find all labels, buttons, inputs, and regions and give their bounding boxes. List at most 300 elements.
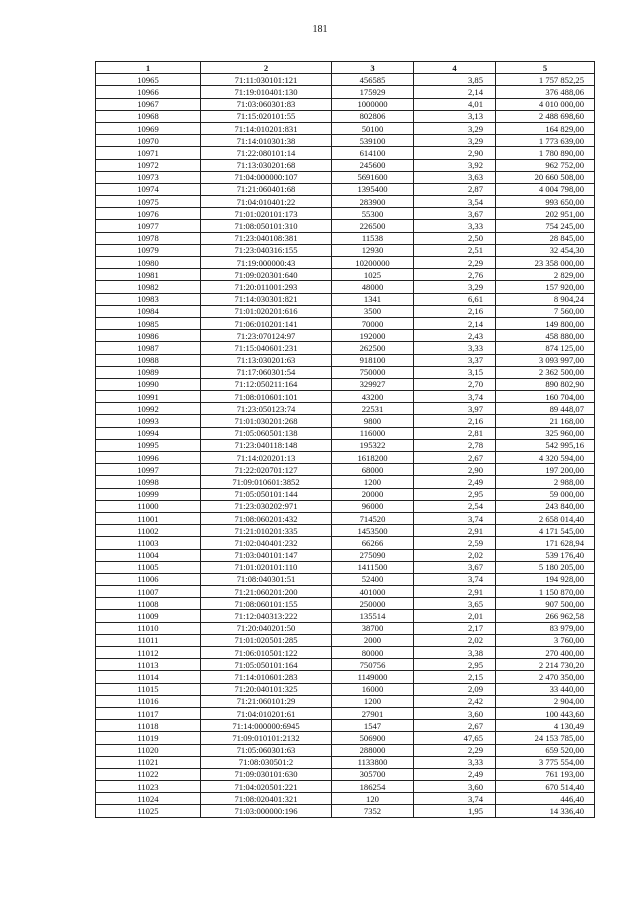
cost-value-cell: 874 125,00 (496, 342, 595, 354)
table-row (96, 293, 595, 305)
table-row (96, 208, 595, 220)
row-number-cell: 10988 (96, 354, 201, 366)
cost-value-cell: 2 904,00 (496, 695, 595, 707)
area-value-cell: 1200 (332, 476, 414, 488)
cost-value-cell: 962 752,00 (496, 159, 595, 171)
cost-value-cell: 2 488 698,60 (496, 110, 595, 122)
row-number-cell: 11022 (96, 768, 201, 780)
area-value-cell: 329927 (332, 378, 414, 390)
cadastral-number-cell: 71:08:060101:155 (201, 598, 332, 610)
area-value-cell: 226500 (332, 220, 414, 232)
row-number-cell: 11021 (96, 756, 201, 768)
table-row (96, 439, 595, 451)
cost-value-cell: 164 829,00 (496, 122, 595, 134)
area-value-cell: 22531 (332, 403, 414, 415)
cadastral-number-cell: 71:14:000000:6945 (201, 720, 332, 732)
rate-value-cell: 3,74 (414, 573, 496, 585)
cost-value-cell: 197 200,00 (496, 464, 595, 476)
table-row (96, 330, 595, 342)
row-number-cell: 11015 (96, 683, 201, 695)
rate-value-cell: 3,29 (414, 135, 496, 147)
area-value-cell: 120 (332, 793, 414, 805)
rate-value-cell: 2,17 (414, 622, 496, 634)
data-table (95, 61, 595, 818)
cost-value-cell: 2 829,00 (496, 269, 595, 281)
rate-value-cell: 2,42 (414, 695, 496, 707)
row-number-cell: 10993 (96, 415, 201, 427)
row-number-cell: 11004 (96, 549, 201, 561)
row-number-cell: 11014 (96, 671, 201, 683)
cost-value-cell: 4 010 000,00 (496, 98, 595, 110)
area-value-cell: 1000000 (332, 98, 414, 110)
rate-value-cell: 3,33 (414, 220, 496, 232)
cost-value-cell: 542 995,16 (496, 439, 595, 451)
table-row (96, 744, 595, 756)
row-number-cell: 11002 (96, 525, 201, 537)
table-row (96, 281, 595, 293)
area-value-cell: 3500 (332, 305, 414, 317)
row-number-cell: 11001 (96, 512, 201, 524)
rate-value-cell: 2,02 (414, 549, 496, 561)
cadastral-number-cell: 71:09:020301:640 (201, 269, 332, 281)
area-value-cell: 918100 (332, 354, 414, 366)
cadastral-number-cell: 71:04:010401:22 (201, 196, 332, 208)
cost-value-cell: 171 628,94 (496, 537, 595, 549)
cost-value-cell: 2 988,00 (496, 476, 595, 488)
row-number-cell: 10965 (96, 74, 201, 86)
cadastral-number-cell: 71:11:030101:121 (201, 74, 332, 86)
row-number-cell: 10995 (96, 439, 201, 451)
row-number-cell: 10972 (96, 159, 201, 171)
row-number-cell: 10980 (96, 257, 201, 269)
rate-value-cell: 3,15 (414, 366, 496, 378)
cost-value-cell: 23 358 000,00 (496, 257, 595, 269)
cost-value-cell: 659 520,00 (496, 744, 595, 756)
table-row (96, 366, 595, 378)
rate-value-cell: 3,13 (414, 110, 496, 122)
row-number-cell: 11023 (96, 781, 201, 793)
row-number-cell: 11000 (96, 500, 201, 512)
table-row (96, 403, 595, 415)
rate-value-cell: 3,85 (414, 74, 496, 86)
cost-value-cell: 59 000,00 (496, 488, 595, 500)
row-number-cell: 10985 (96, 317, 201, 329)
rate-value-cell: 2,54 (414, 500, 496, 512)
cost-value-cell: 83 979,00 (496, 622, 595, 634)
rate-value-cell: 2,29 (414, 744, 496, 756)
table-row (96, 793, 595, 805)
rate-value-cell: 3,29 (414, 281, 496, 293)
cadastral-number-cell: 71:04:020501:221 (201, 781, 332, 793)
table-row (96, 647, 595, 659)
cadastral-number-cell: 71:13:030201:68 (201, 159, 332, 171)
cost-value-cell: 157 920,00 (496, 281, 595, 293)
cost-value-cell: 1 773 639,00 (496, 135, 595, 147)
area-value-cell: 9800 (332, 415, 414, 427)
row-number-cell: 11024 (96, 793, 201, 805)
cadastral-number-cell: 71:04:010201:61 (201, 707, 332, 719)
rate-value-cell: 2,29 (414, 257, 496, 269)
area-value-cell: 186254 (332, 781, 414, 793)
cost-value-cell: 2 470 350,00 (496, 671, 595, 683)
cost-value-cell: 243 840,00 (496, 500, 595, 512)
table-row (96, 220, 595, 232)
rate-value-cell: 3,92 (414, 159, 496, 171)
rate-value-cell: 3,54 (414, 196, 496, 208)
rate-value-cell: 2,90 (414, 147, 496, 159)
area-value-cell: 1411500 (332, 561, 414, 573)
row-number-cell: 10983 (96, 293, 201, 305)
cadastral-number-cell: 71:21:060201:200 (201, 586, 332, 598)
table-row (96, 244, 595, 256)
cadastral-number-cell: 71:19:010401:130 (201, 86, 332, 98)
cost-value-cell: 194 928,00 (496, 573, 595, 585)
area-value-cell: 456585 (332, 74, 414, 86)
page-number: 181 (312, 24, 328, 35)
cadastral-number-cell: 71:22:020701:127 (201, 464, 332, 476)
cadastral-number-cell: 71:06:010501:122 (201, 647, 332, 659)
rate-value-cell: 2,91 (414, 586, 496, 598)
column-header-1: 1 (96, 62, 201, 74)
table-row (96, 171, 595, 183)
cadastral-number-cell: 71:13:030201:63 (201, 354, 332, 366)
area-value-cell: 750000 (332, 366, 414, 378)
area-value-cell: 38700 (332, 622, 414, 634)
cost-value-cell: 28 845,00 (496, 232, 595, 244)
table-row (96, 537, 595, 549)
cost-value-cell: 993 650,00 (496, 196, 595, 208)
rate-value-cell: 2,59 (414, 537, 496, 549)
cost-value-cell: 458 880,00 (496, 330, 595, 342)
cadastral-number-cell: 71:20:040101:325 (201, 683, 332, 695)
area-value-cell: 66266 (332, 537, 414, 549)
rate-value-cell: 47,65 (414, 732, 496, 744)
cadastral-number-cell: 71:08:030501:2 (201, 756, 332, 768)
cadastral-number-cell: 71:14:010301:38 (201, 135, 332, 147)
cost-value-cell: 20 660 508,00 (496, 171, 595, 183)
rate-value-cell: 2,70 (414, 378, 496, 390)
table-row (96, 488, 595, 500)
area-value-cell: 245600 (332, 159, 414, 171)
cadastral-number-cell: 71:03:000000:196 (201, 805, 332, 817)
area-value-cell: 288000 (332, 744, 414, 756)
row-number-cell: 10973 (96, 171, 201, 183)
cost-value-cell: 754 245,00 (496, 220, 595, 232)
cost-value-cell: 7 560,00 (496, 305, 595, 317)
area-value-cell: 43200 (332, 391, 414, 403)
rate-value-cell: 2,67 (414, 452, 496, 464)
cost-value-cell: 761 193,00 (496, 768, 595, 780)
cost-value-cell: 1 780 890,00 (496, 147, 595, 159)
rate-value-cell: 3,65 (414, 598, 496, 610)
rate-value-cell: 2,81 (414, 427, 496, 439)
table-row (96, 378, 595, 390)
table-row (96, 671, 595, 683)
rate-value-cell: 2,51 (414, 244, 496, 256)
table-row (96, 586, 595, 598)
cost-value-cell: 376 488,06 (496, 86, 595, 98)
cost-value-cell: 4 004 798,00 (496, 183, 595, 195)
cadastral-number-cell: 71:08:020401:321 (201, 793, 332, 805)
cadastral-number-cell: 71:04:000000:107 (201, 171, 332, 183)
row-number-cell: 10966 (96, 86, 201, 98)
rate-value-cell: 2,01 (414, 610, 496, 622)
area-value-cell: 539100 (332, 135, 414, 147)
area-value-cell: 27901 (332, 707, 414, 719)
rate-value-cell: 2,09 (414, 683, 496, 695)
cadastral-number-cell: 71:14:010201:831 (201, 122, 332, 134)
area-value-cell: 10200000 (332, 257, 414, 269)
row-number-cell: 10968 (96, 110, 201, 122)
area-value-cell: 1547 (332, 720, 414, 732)
area-value-cell: 750756 (332, 659, 414, 671)
cost-value-cell: 446,40 (496, 793, 595, 805)
cadastral-number-cell: 71:08:060201:432 (201, 512, 332, 524)
area-value-cell: 1341 (332, 293, 414, 305)
table-row (96, 257, 595, 269)
cadastral-number-cell: 71:01:020501:285 (201, 634, 332, 646)
cadastral-number-cell: 71:23:040108:381 (201, 232, 332, 244)
row-number-cell: 10974 (96, 183, 201, 195)
row-number-cell: 11018 (96, 720, 201, 732)
column-header-4: 4 (414, 62, 496, 74)
row-number-cell: 10998 (96, 476, 201, 488)
rate-value-cell: 3,97 (414, 403, 496, 415)
cost-value-cell: 33 440,00 (496, 683, 595, 695)
area-value-cell: 96000 (332, 500, 414, 512)
area-value-cell: 714520 (332, 512, 414, 524)
table-row (96, 147, 595, 159)
rate-value-cell: 3,29 (414, 122, 496, 134)
table-row (96, 525, 595, 537)
cadastral-number-cell: 71:15:020101:55 (201, 110, 332, 122)
rate-value-cell: 2,78 (414, 439, 496, 451)
cadastral-number-cell: 71:19:000000:43 (201, 257, 332, 269)
row-number-cell: 11006 (96, 573, 201, 585)
cost-value-cell: 1 757 852,25 (496, 74, 595, 86)
area-value-cell: 70000 (332, 317, 414, 329)
table-row (96, 86, 595, 98)
row-number-cell: 11003 (96, 537, 201, 549)
row-number-cell: 11011 (96, 634, 201, 646)
area-value-cell: 506900 (332, 732, 414, 744)
table-row (96, 452, 595, 464)
column-header-3: 3 (332, 62, 414, 74)
area-value-cell: 1200 (332, 695, 414, 707)
row-number-cell: 11016 (96, 695, 201, 707)
rate-value-cell: 2,49 (414, 476, 496, 488)
cost-value-cell: 3 093 997,00 (496, 354, 595, 366)
table-row (96, 196, 595, 208)
cost-value-cell: 1 150 870,00 (496, 586, 595, 598)
cost-value-cell: 907 500,00 (496, 598, 595, 610)
area-value-cell: 802806 (332, 110, 414, 122)
cadastral-number-cell: 71:06:010201:141 (201, 317, 332, 329)
cost-value-cell: 8 904,24 (496, 293, 595, 305)
row-number-cell: 11010 (96, 622, 201, 634)
table-row (96, 269, 595, 281)
rate-value-cell: 3,60 (414, 707, 496, 719)
area-value-cell: 401000 (332, 586, 414, 598)
area-value-cell: 250000 (332, 598, 414, 610)
row-number-cell: 10991 (96, 391, 201, 403)
cadastral-number-cell: 71:23:040118:148 (201, 439, 332, 451)
area-value-cell: 50100 (332, 122, 414, 134)
area-value-cell: 192000 (332, 330, 414, 342)
area-value-cell: 20000 (332, 488, 414, 500)
cadastral-number-cell: 71:05:050101:144 (201, 488, 332, 500)
cadastral-number-cell: 71:01:020101:110 (201, 561, 332, 573)
area-value-cell: 1149000 (332, 671, 414, 683)
cadastral-number-cell: 71:09:030101:630 (201, 768, 332, 780)
table-row (96, 415, 595, 427)
rate-value-cell: 4,01 (414, 98, 496, 110)
cost-value-cell: 2 214 730,20 (496, 659, 595, 671)
table-row (96, 659, 595, 671)
area-value-cell: 262500 (332, 342, 414, 354)
rate-value-cell: 2,90 (414, 464, 496, 476)
rate-value-cell: 3,37 (414, 354, 496, 366)
table-row (96, 232, 595, 244)
cost-value-cell: 4 130,49 (496, 720, 595, 732)
cadastral-number-cell: 71:14:010601:283 (201, 671, 332, 683)
cost-value-cell: 539 176,40 (496, 549, 595, 561)
rate-value-cell: 2,15 (414, 671, 496, 683)
row-number-cell: 10970 (96, 135, 201, 147)
row-number-cell: 10997 (96, 464, 201, 476)
cost-value-cell: 14 336,40 (496, 805, 595, 817)
table-row (96, 634, 595, 646)
area-value-cell: 12930 (332, 244, 414, 256)
table-row (96, 805, 595, 817)
table-body (96, 74, 595, 817)
table-row (96, 768, 595, 780)
cadastral-number-cell: 71:12:050211:164 (201, 378, 332, 390)
table-row (96, 342, 595, 354)
area-value-cell: 2000 (332, 634, 414, 646)
cost-value-cell: 4 320 594,00 (496, 452, 595, 464)
table-row (96, 464, 595, 476)
row-number-cell: 11007 (96, 586, 201, 598)
row-number-cell: 10969 (96, 122, 201, 134)
cadastral-number-cell: 71:08:010601:101 (201, 391, 332, 403)
area-value-cell: 1395400 (332, 183, 414, 195)
cadastral-number-cell: 71:21:060101:29 (201, 695, 332, 707)
cadastral-number-cell: 71:15:040601:231 (201, 342, 332, 354)
area-value-cell: 16000 (332, 683, 414, 695)
cost-value-cell: 89 448,07 (496, 403, 595, 415)
row-number-cell: 11013 (96, 659, 201, 671)
row-number-cell: 11009 (96, 610, 201, 622)
cost-value-cell: 202 951,00 (496, 208, 595, 220)
table-row (96, 707, 595, 719)
table-row (96, 183, 595, 195)
row-number-cell: 11019 (96, 732, 201, 744)
table-row (96, 74, 595, 86)
cadastral-number-cell: 71:17:060301:54 (201, 366, 332, 378)
cadastral-number-cell: 71:09:010101:2132 (201, 732, 332, 744)
cost-value-cell: 325 960,00 (496, 427, 595, 439)
table-row (96, 781, 595, 793)
cost-value-cell: 2 658 014,40 (496, 512, 595, 524)
cadastral-number-cell: 71:20:040201:50 (201, 622, 332, 634)
rate-value-cell: 2,16 (414, 305, 496, 317)
rate-value-cell: 3,67 (414, 208, 496, 220)
rate-value-cell: 2,50 (414, 232, 496, 244)
row-number-cell: 10978 (96, 232, 201, 244)
cost-value-cell: 890 802,90 (496, 378, 595, 390)
row-number-cell: 10981 (96, 269, 201, 281)
area-value-cell: 614100 (332, 147, 414, 159)
rate-value-cell: 2,43 (414, 330, 496, 342)
cadastral-number-cell: 71:14:030301:821 (201, 293, 332, 305)
table-row (96, 317, 595, 329)
row-number-cell: 10999 (96, 488, 201, 500)
rate-value-cell: 2,91 (414, 525, 496, 537)
table-row (96, 98, 595, 110)
table-row (96, 720, 595, 732)
row-number-cell: 11008 (96, 598, 201, 610)
table-row (96, 110, 595, 122)
table-row (96, 305, 595, 317)
row-number-cell: 11020 (96, 744, 201, 756)
row-number-cell: 10990 (96, 378, 201, 390)
area-value-cell: 283900 (332, 196, 414, 208)
row-number-cell: 10971 (96, 147, 201, 159)
rate-value-cell: 2,76 (414, 269, 496, 281)
cadastral-number-cell: 71:23:040316:155 (201, 244, 332, 256)
cadastral-number-cell: 71:14:020201:13 (201, 452, 332, 464)
rate-value-cell: 2,49 (414, 768, 496, 780)
cost-value-cell: 3 775 554,00 (496, 756, 595, 768)
rate-value-cell: 3,74 (414, 391, 496, 403)
cost-value-cell: 160 704,00 (496, 391, 595, 403)
table-header-row (96, 62, 595, 74)
cadastral-number-cell: 71:23:030202:971 (201, 500, 332, 512)
table-row (96, 622, 595, 634)
rate-value-cell: 3,60 (414, 781, 496, 793)
area-value-cell: 275090 (332, 549, 414, 561)
cadastral-number-cell: 71:12:040313:222 (201, 610, 332, 622)
cadastral-number-cell: 71:01:020101:173 (201, 208, 332, 220)
row-number-cell: 10994 (96, 427, 201, 439)
rate-value-cell: 2,02 (414, 634, 496, 646)
table-row (96, 549, 595, 561)
column-header-5: 5 (496, 62, 595, 74)
rate-value-cell: 2,95 (414, 488, 496, 500)
area-value-cell: 11538 (332, 232, 414, 244)
table-row (96, 159, 595, 171)
cadastral-number-cell: 71:08:050101:310 (201, 220, 332, 232)
table-row (96, 573, 595, 585)
cost-value-cell: 4 171 545,00 (496, 525, 595, 537)
table-row (96, 427, 595, 439)
cadastral-number-cell: 71:09:010601:3852 (201, 476, 332, 488)
cadastral-number-cell: 71:21:060401:68 (201, 183, 332, 195)
row-number-cell: 10984 (96, 305, 201, 317)
cost-value-cell: 2 362 500,00 (496, 366, 595, 378)
rate-value-cell: 1,95 (414, 805, 496, 817)
cadastral-number-cell: 71:02:040401:232 (201, 537, 332, 549)
cost-value-cell: 670 514,40 (496, 781, 595, 793)
cadastral-number-cell: 71:23:050123:74 (201, 403, 332, 415)
row-number-cell: 10975 (96, 196, 201, 208)
area-value-cell: 7352 (332, 805, 414, 817)
row-number-cell: 10977 (96, 220, 201, 232)
table-row (96, 122, 595, 134)
rate-value-cell: 3,74 (414, 512, 496, 524)
cost-value-cell: 5 180 205,00 (496, 561, 595, 573)
